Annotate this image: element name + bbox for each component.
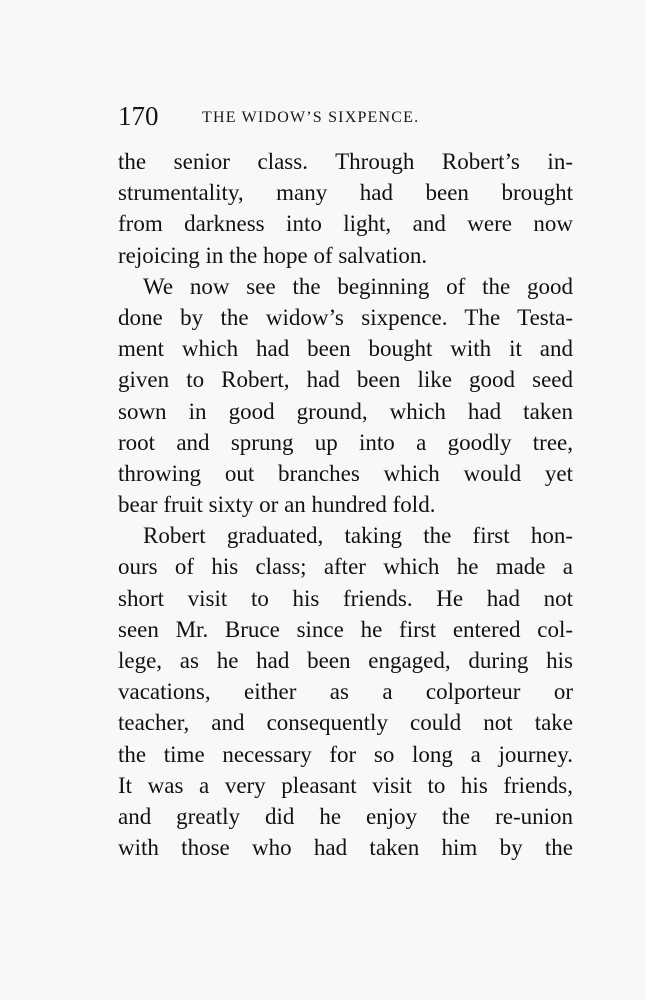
text-line: throwing out branches which would yet [118,460,573,486]
running-head [118,96,573,136]
text-line: given to Robert, had been like good seed [118,367,573,393]
text-line: the senior class. Through Robert’s in- [118,149,573,174]
text-line: sown in good ground, which had taken [118,398,573,424]
text-line: and greatly did he enjoy the re-union [118,803,573,829]
running-title: THE WIDOW’S SIXPENCE. [202,109,420,126]
text-line: ment which had been bought with it and [118,336,573,362]
text-line: with those who had taken him by the [118,835,573,861]
text-line: done by the widow’s sixpence. The Testa- [118,304,573,330]
text-line: seen Mr. Bruce since he first entered col- [118,616,573,642]
text-line: teacher, and consequently could not take [118,710,573,736]
text-line: ours of his class; after which he made a [118,554,573,580]
text-line: Robert graduated, taking the first hon- [143,523,573,549]
text-line: bear fruit sixty or an hundred fold. [118,492,436,518]
text-line: We now see the beginning of the good [143,273,573,299]
text-line: strumentality, many had been brought [118,180,573,206]
text-line: lege, as he had been engaged, during his [118,648,573,673]
body-text [118,146,573,863]
text-line: rejoicing in the hope of salvation. [118,242,428,268]
page-number: 170 [118,101,159,131]
text-line: It was a very pleasant visit to his friends, [118,772,573,798]
text-line: short visit to his friends. He had not [118,585,573,611]
text-line: from darkness into light, and were now [118,211,573,237]
text-line: root and sprung up into a goodly tree, [118,429,573,455]
text-line: the time necessary for so long a journey. [118,741,573,767]
text-line: vacations, either as a colporteur or [118,679,573,705]
